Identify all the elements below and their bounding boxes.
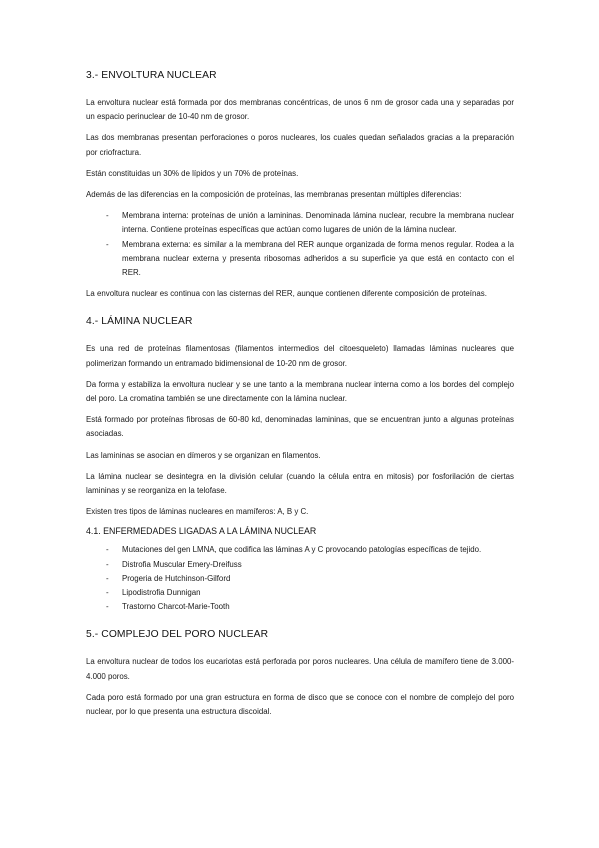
- list-item: - Membrana interna: proteínas de unión a lamininas. Denominada lámina nuclear, recubre la membrana nuclear interna. Contiene proteínas específicas que actúan como lugares de unión de la lámina nuclear.: [86, 209, 514, 237]
- paragraph: La lámina nuclear se desintegra en la división celular (cuando la célula entra en mitosis) por fosforilación de ciertas lamininas y se reorganiza en la telofase.: [86, 471, 514, 496]
- paragraph: Cada poro está formado por una gran estructura en forma de disco que se conoce con el nombre de complejo del poro nuclear, por lo que presenta una estructura discoidal.: [86, 692, 514, 717]
- paragraph: Da forma y estabiliza la envoltura nuclear y se une tanto a la membrana nuclear interna como a los bordes del complejo del poro. La cromatina también se une directamente con la lámina nuclear.: [86, 379, 514, 404]
- paragraph: La envoltura nuclear está formada por dos membranas concéntricas, de unos 6 nm de grosor cada una y separadas por un espacio perinuclear de 10-40 nm de grosor.: [86, 98, 514, 122]
- document-body: [86, 70, 514, 719]
- paragraph: Las lamininas se asocian en dímeros y se organizan en filamentos.: [86, 450, 321, 460]
- paragraph: Las dos membranas presentan perforaciones o poros nucleares, los cuales quedan señalados gracias a la preparación por criofractura.: [86, 133, 514, 157]
- heading-complejo-poro: 5.- COMPLEJO DEL PORO NUCLEAR: [86, 629, 269, 641]
- paragraph: Además de las diferencias en la composición de proteínas, las membranas presentan múltiples diferencias:: [86, 190, 462, 200]
- paragraph: La envoltura nuclear de todos los eucariotas está perforada por poros nucleares. Una célula de mamífero tiene de 3.000-4.000 poros.: [86, 657, 514, 681]
- diseases-list: [86, 543, 514, 614]
- membrane-differences-list: [86, 209, 514, 280]
- list-item: - Mutaciones del gen LMNA, que codifica las láminas A y C provocando patologías específicas de tejido.: [86, 543, 514, 557]
- list-item: - Progeria de Hutchinson-Gilford: [86, 572, 514, 586]
- paragraph: Es una red de proteínas filamentosas (filamentos intermedios del citoesqueleto) llamadas láminas nucleares que polimerizan formando un entramado bidimensional de 10-20 nm de grosor.: [86, 344, 514, 368]
- list-item: - Membrana externa: es similar a la membrana del RER aunque organizada de forma menos regular. Rodea a la membrana nuclear externa y presenta ribosomas adheridos a su superficie ya que está en contacto con el RER.: [86, 238, 514, 281]
- list-item: - Lipodistrofia Dunnigan: [86, 586, 514, 600]
- paragraph: La envoltura nuclear es continua con las cisternas del RER, aunque contienen diferente composición de proteínas.: [86, 289, 487, 299]
- list-item: - Trastorno Charcot-Marie-Tooth: [86, 600, 514, 614]
- paragraph: Está formado por proteínas fibrosas de 60-80 kd, denominadas lamininas, que se encuentran junto a algunas proteínas asociadas.: [86, 415, 514, 439]
- paragraph: Están constituidas un 30% de lípidos y un 70% de proteínas.: [86, 168, 299, 178]
- list-item: - Distrofia Muscular Emery-Dreifuss: [86, 558, 514, 572]
- heading-envoltura-nuclear: 3.- ENVOLTURA NUCLEAR: [86, 70, 217, 81]
- heading-enfermedades: 4.1. ENFERMEDADES LIGADAS A LA LÁMINA NUCLEAR: [86, 526, 317, 537]
- heading-lamina-nuclear: 4.- LÁMINA NUCLEAR: [86, 316, 193, 328]
- paragraph: Existen tres tipos de láminas nucleares en mamíferos: A, B y C.: [86, 507, 309, 517]
